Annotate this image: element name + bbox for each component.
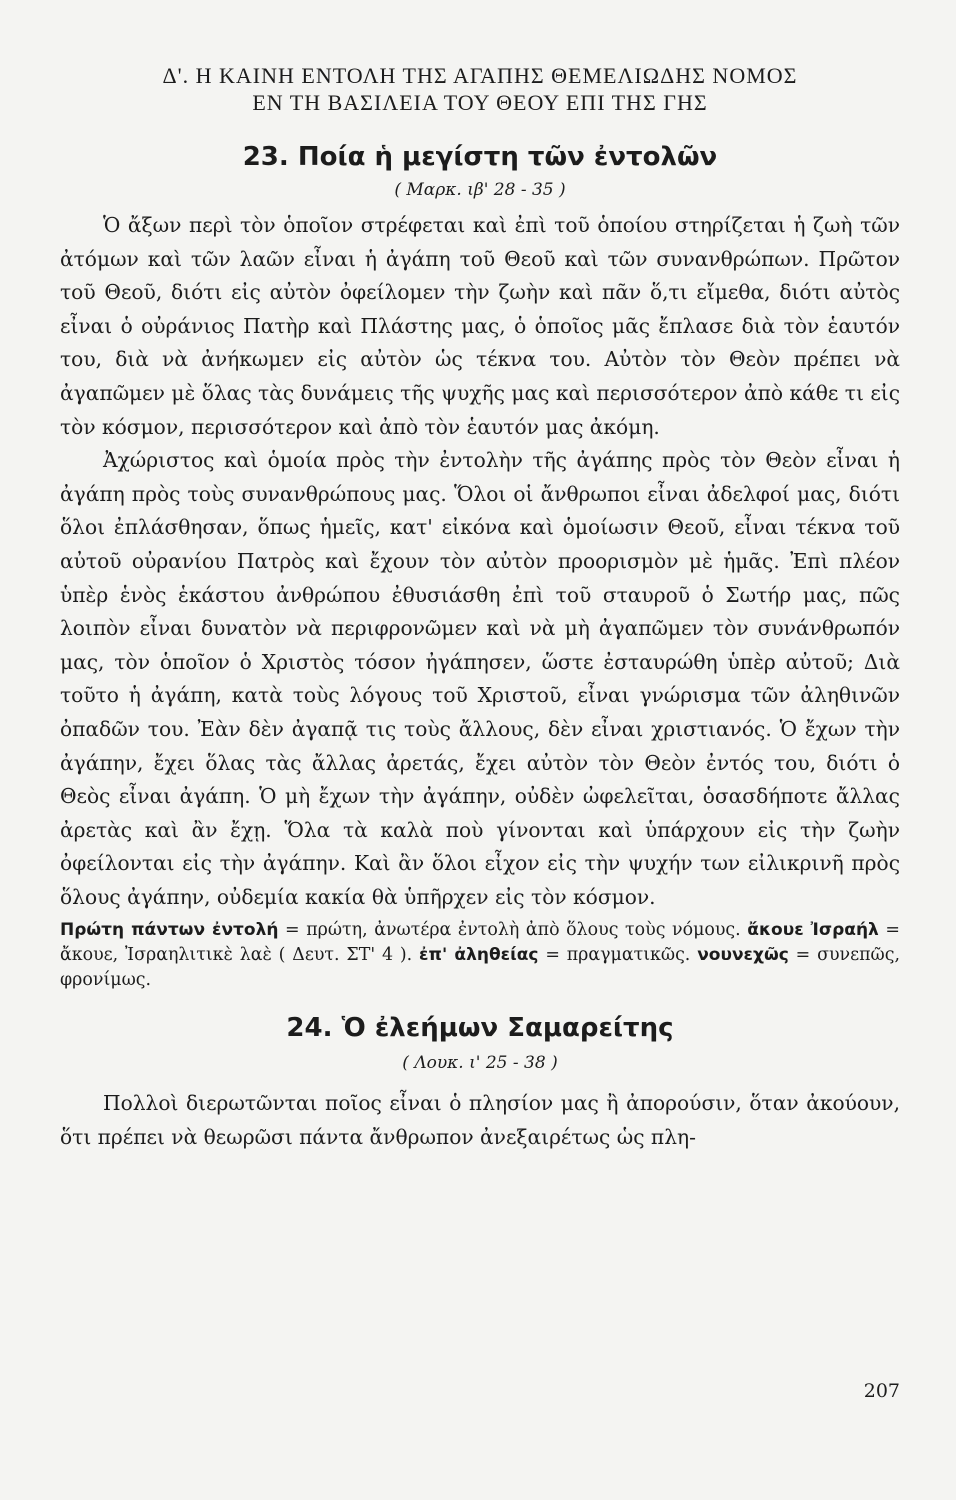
page-number: 207 bbox=[863, 1380, 900, 1402]
note-definition: = ἄκουε, Ἰσραηλιτικὲ λαὲ ( Δευτ. ΣΤ' 4 ). bbox=[60, 920, 900, 966]
section-23-reference: ( Μαρκ. ιβ' 28 - 35 ) bbox=[394, 180, 566, 200]
note-term: ἐπ' ἀληθείας bbox=[419, 945, 539, 966]
note-definition: = συνεπῶς, φρονίμως. bbox=[60, 945, 900, 991]
section-24-reference: ( Λουκ. ι' 25 - 38 ) bbox=[402, 1053, 558, 1074]
note-definition: = πρώτη, ἀνωτέρα ἐντολὴ ἀπὸ ὅλους τοὺς νόμους. bbox=[278, 920, 748, 941]
section-24 bbox=[60, 1013, 900, 1154]
section-24-paragraph-1: Πολλοὶ διερωτῶνται ποῖος εἶναι ὁ πλησίον μας ἢ ἀπορούσιν, ὅταν ἀκούουν, ὅτι πρέπει νὰ θεωρῶσι πάντα ἄνθρωπον ἀνεξαιρέτως ὡς πλη- bbox=[60, 1091, 900, 1150]
section-23 bbox=[60, 142, 900, 993]
note-term: ἄκουε Ἰσραήλ bbox=[747, 920, 879, 941]
part-heading bbox=[60, 62, 900, 116]
section-24-title: 24. Ὁ ἐλεήμων Σαμαρείτης bbox=[286, 1013, 674, 1044]
note-term: Πρώτη πάντων ἐντολή bbox=[60, 920, 279, 941]
note-definition: = πραγματικῶς. bbox=[538, 945, 698, 966]
section-23-title: 23. Ποία ἡ μεγίστη τῶν ἐντολῶν bbox=[242, 142, 718, 172]
part-heading-line-1: Δ'. Η ΚΑΙΝΗ ΕΝΤΟΛΗ ΤΗΣ ΑΓΑΠΗΣ ΘΕΜΕΛΙΩΔΗΣ ΝΟΜΟΣ bbox=[162, 63, 798, 88]
note-term: νουνεχῶς bbox=[697, 945, 789, 966]
glossary-notes bbox=[60, 918, 900, 993]
part-heading-line-2: ΕΝ ΤΗ ΒΑΣΙΛΕΙΑ ΤΟΥ ΘΕΟΥ ΕΠΙ ΤΗΣ ΓΗΣ bbox=[252, 90, 708, 115]
section-23-paragraph-2: Ἀχώριστος καὶ ὁμοία πρὸς τὴν ἐντολὴν τῆς ἀγάπης πρὸς τὸν Θεὸν εἶναι ἡ ἀγάπη πρὸς τοὺς συνανθρώπους μας. Ὅλοι οἱ ἄνθρωποι εἶναι ἀδελφοί μας, διότι ὅλοι ἐπλάσθησαν, ὅπως ἡμεῖς, κατ' εἰκόνα καὶ ὁμοίωσιν Θεοῦ, εἶναι τέκνα τοῦ αὐτοῦ οὐρανίου Πατρὸς καὶ ἔχουν τὸν αὐτὸν προορισμὸν μὲ ἡμᾶς. Ἐπὶ πλέον ὑπὲρ ἑνὸς ἑκάστου ἀνθρώπου ἐθυσιάσθη ἐπὶ τοῦ σταυροῦ ὁ Σωτήρ μας, πῶς λοιπὸν εἶναι δυνατὸν νὰ περιφρονῶμεν καὶ νὰ μὴ ἀγαπῶμεν τὸν συνάνθρωπόν μας, τὸν ὁποῖον ὁ Χριστὸς τόσον ἠγάπησεν, ὥστε ἐσταυρώθη ὑπὲρ αὐτοῦ; Διὰ τοῦτο ἡ ἀγάπη, κατὰ τοὺς λόγους τοῦ Χριστοῦ, εἶναι γνώρισμα τῶν ἀληθινῶν ὀπαδῶν του. Ἐὰν δὲν ἀγαπᾷ τις τοὺς ἄλλους, δὲν εἶναι χριστιανός. Ὁ ἔχων τὴν ἀγάπην, ἔχει ὅλας τὰς ἄλλας ἀρετάς, ἔχει αὐτὸν τὸν Θεὸν ἐντός του, διότι ὁ Θεὸς εἶναι ἀγάπη. Ὁ μὴ ἔχων τὴν ἀγάπην, οὐδὲν ὠφελεῖται, ὁσασδήποτε ἄλλας ἀρετὰς καὶ ἂν ἔχῃ. Ὅλα τὰ καλὰ ποὺ γίνονται καὶ ὑπάρχουν εἰς τὴν ζωὴν ὀφείλονται εἰς τὴν ἀγάπην. Καὶ ἂν ὅλοι εἶχον εἰς τὴν ψυχήν των εἰλικρινῆ πρὸς ὅλους ἀγάπην, οὐδεμία κακία θὰ ὑπῆρχεν εἰς τὸν κόσμον. bbox=[60, 448, 900, 909]
section-23-paragraph-1: Ὁ ἄξων περὶ τὸν ὁποῖον στρέφεται καὶ ἐπὶ τοῦ ὁποίου στηρίζεται ἡ ζωὴ τῶν ἀτόμων καὶ τῶν λαῶν εἶναι ἡ ἀγάπη τοῦ Θεοῦ καὶ τῶν συνανθρώπων. Πρῶτον τοῦ Θεοῦ, διότι εἰς αὐτὸν ὀφείλομεν τὴν ζωὴν καὶ πᾶν ὅ,τι εἴμεθα, διότι αὐτὸς εἶναι ὁ οὐράνιος Πατὴρ καὶ Πλάστης μας, ὁ ὁποῖος μᾶς ἔπλασε διὰ τὸν ἑαυτόν του, διὰ νὰ ἀνήκωμεν εἰς αὐτὸν ὡς τέκνα του. Αὐτὸν τὸν Θεὸν πρέπει νὰ ἀγαπῶμεν μὲ ὅλας τὰς δυνάμεις τῆς ψυχῆς μας καὶ περισσότερον ἀπὸ κάθε τι εἰς τὸν κόσμον, περισσότερον καὶ ἀπὸ τὸν ἑαυτόν μας ἀκόμη. bbox=[60, 213, 900, 439]
